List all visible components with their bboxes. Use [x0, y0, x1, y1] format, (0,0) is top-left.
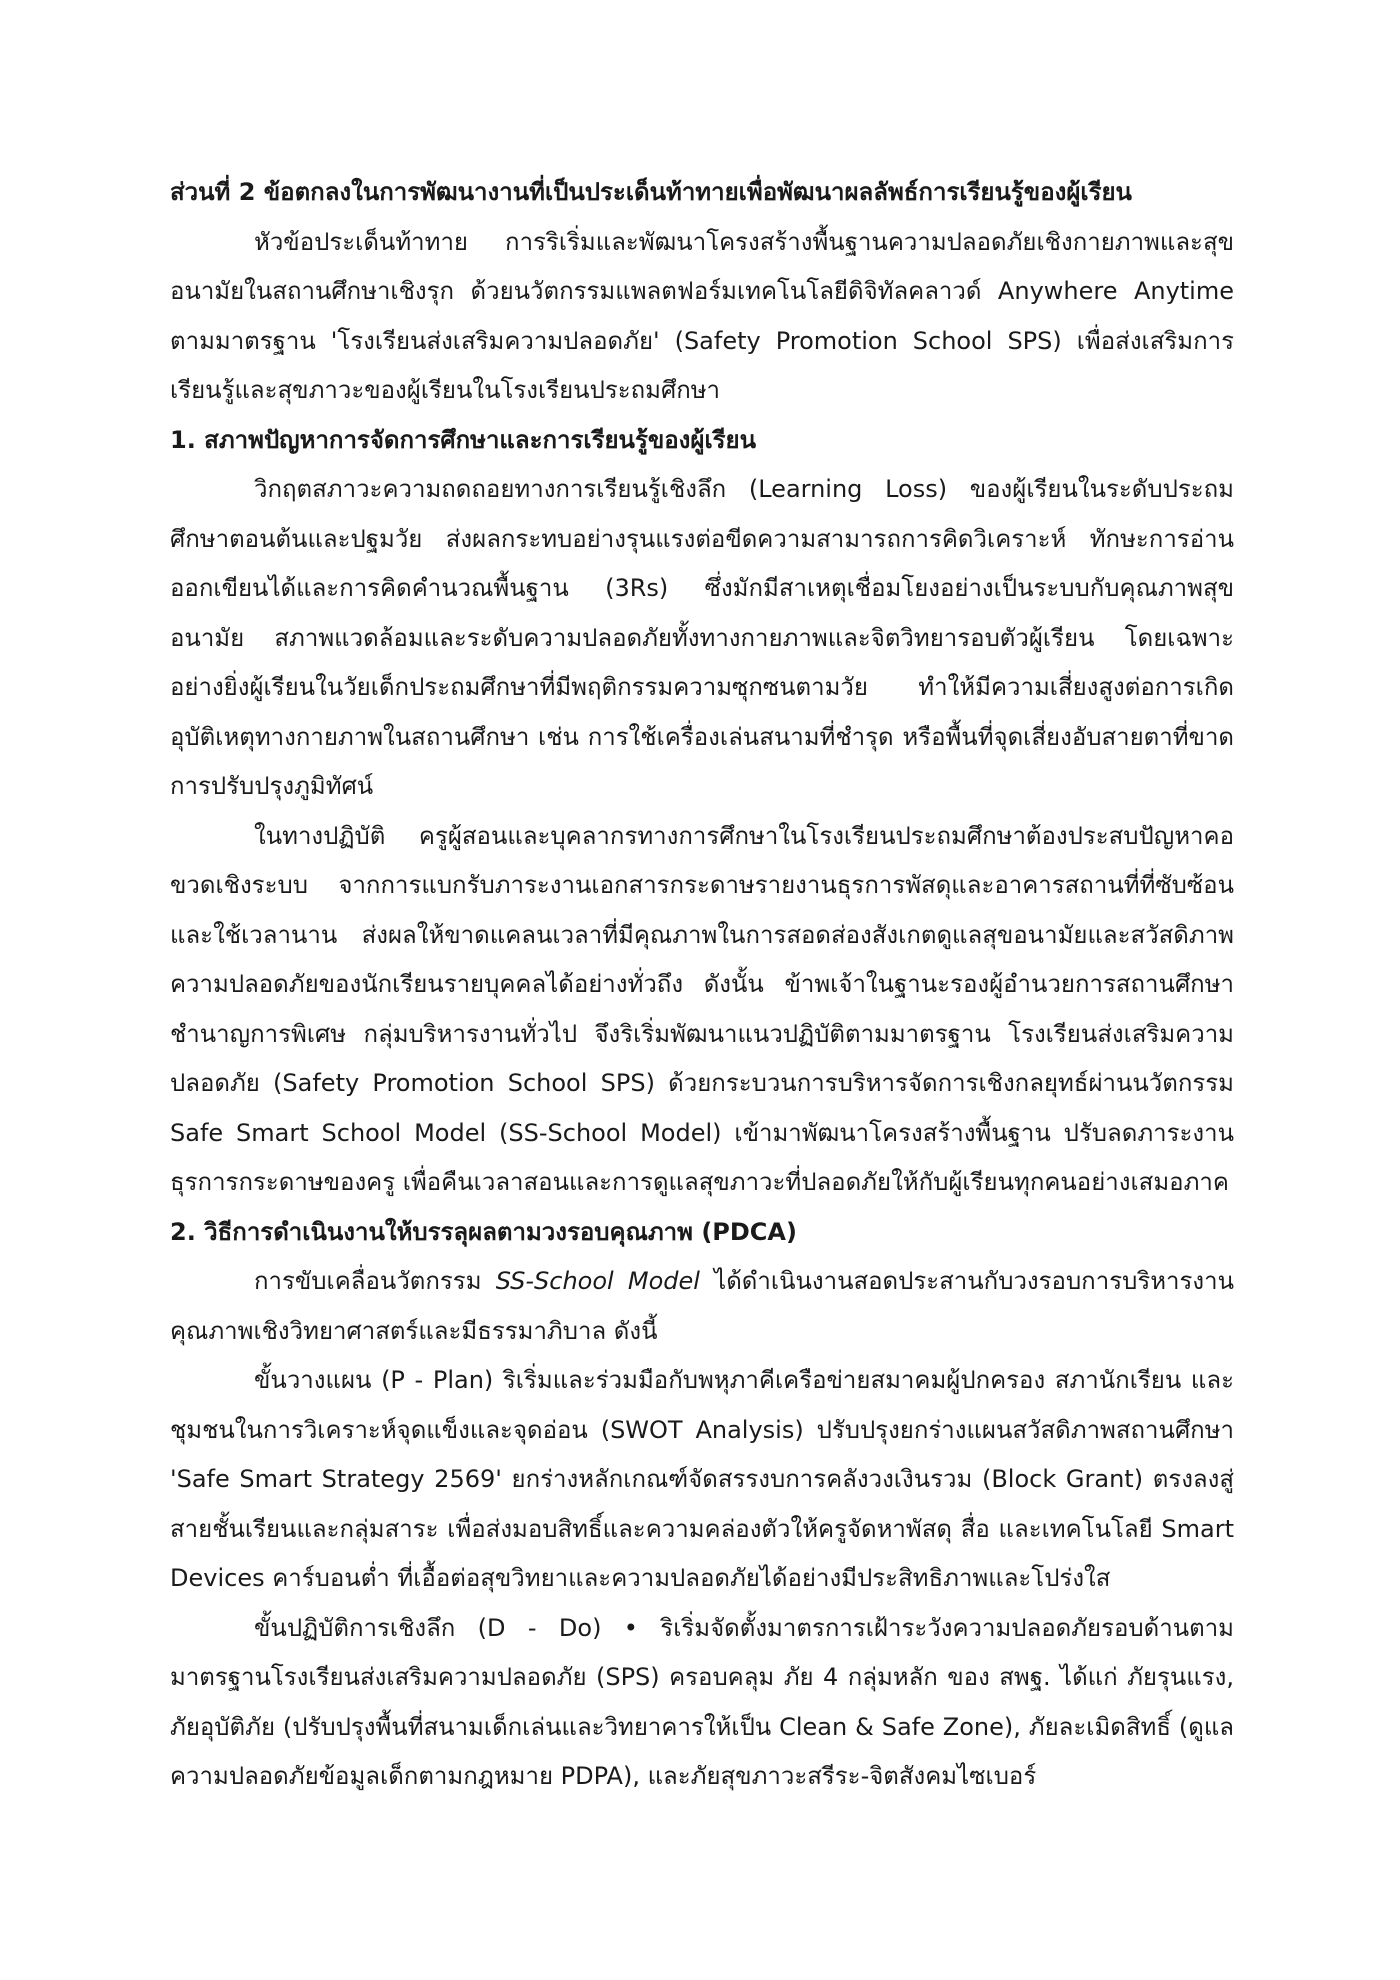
h1-paragraph-2: ในทางปฏิบัติ ครูผู้สอนและบุคลากรทางการศึกษาในโรงเรียนประถมศึกษาต้องประสบปัญหาคอขวดเชิงระบบ จากการแบกรับภาระงานเอกสารกระดาษรายงานธุรการพัสดุและอาคารสถานที่ที่ซับซ้อนและใช้เวลานาน ส่งผลให้ขาดแคลนเวลาที่มีคุณภาพในการสอดส่องสังเกตดูแลสุขอนามัยและสวัสดิภาพความปลอดภัยของนักเรียนรายบุคคลได้อย่างทั่วถึง ดังนั้น ข้าพเจ้าในฐานะรองผู้อำนวยการสถานศึกษาชำนาญการพิเศษ กลุ่มบริหารงานทั่วไป จึงริเริ่มพัฒนาแนวปฏิบัติตามมาตรฐาน โรงเรียนส่งเสริมความปลอดภัย (Safety Promotion School SPS) ด้วยกระบวนการบริหารจัดการเชิงกลยุทธ์ผ่านนวัตกรรม Safe Smart School Model (SS-School Model) เข้ามาพัฒนาโครงสร้างพื้นฐาน ปรับลดภาระงานธุรการกระดาษของครู เพื่อคืนเวลาสอนและการดูแลสุขภาวะที่ปลอดภัยให้กับผู้เรียนทุกคนอย่างเสมอภาค	[170, 821, 1234, 1196]
topic-paragraph: หัวข้อประเด็นท้าทาย การริเริ่มและพัฒนาโครงสร้างพื้นฐานความปลอดภัยเชิงกายภาพและสุขอนามัยในสถานศึกษาเชิงรุก ด้วยนวัตกรรมแพลตฟอร์มเทคโนโลยีดิจิทัลคลาวด์ Anywhere Anytime ตามมาตรฐาน 'โรงเรียนส่งเสริมความปลอดภัย' (Safety Promotion School SPS) เพื่อส่งเสริมการเรียนรู้และสุขภาวะของผู้เรียนในโรงเรียนประถมศึกษา	[170, 227, 1234, 404]
h2-paragraph-1	[170, 1257, 1234, 1356]
section-title: ส่วนที่ 2 ข้อตกลงในการพัฒนางานที่เป็นประเด็นท้าทายเพื่อพัฒนาผลลัพธ์การเรียนรู้ของผู้เรียน	[170, 178, 1132, 206]
heading-1: 1. สภาพปัญหาการจัดการศึกษาและการเรียนรู้ของผู้เรียน	[170, 425, 757, 454]
h2-paragraph-3: ขั้นปฏิบัติการเชิงลึก (D - Do) • ริเริ่มจัดตั้งมาตรการเฝ้าระวังความปลอดภัยรอบด้านตามมาตรฐานโรงเรียนส่งเสริมความปลอดภัย (SPS) ครอบคลุม ภัย 4 กลุ่มหลัก ของ สพฐ. ได้แก่ ภัยรุนแรง, ภัยอุบัติภัย (ปรับปรุงพื้นที่สนามเด็กเล่นและวิทยาคารให้เป็น Clean & Safe Zone), ภัยละเมิดสิทธิ์ (ดูแลความปลอดภัยข้อมูลเด็กตามกฎหมาย PDPA), และภัยสุขภาวะสรีระ-จิตสังคมไซเบอร์	[170, 1613, 1234, 1790]
heading-2: 2. วิธีการดำเนินงานให้บรรลุผลตามวงรอบคุณภาพ (PDCA)	[170, 1217, 797, 1246]
h2-paragraph-2: ขั้นวางแผน (P - Plan) ริเริ่มและร่วมมือกับพหุภาคีเครือข่ายสมาคมผู้ปกครอง สภานักเรียน และชุมชนในการวิเคราะห์จุดแข็งและจุดอ่อน (SWOT Analysis) ปรับปรุงยกร่างแผนสวัสดิภาพสถานศึกษา 'Safe Smart Strategy 2569' ยกร่างหลักเกณฑ์จัดสรรงบการคลังวงเงินรวม (Block Grant) ตรงลงสู่สายชั้นเรียนและกลุ่มสาระ เพื่อส่งมอบสิทธิ์และความคล่องตัวให้ครูจัดหาพัสดุ สื่อ และเทคโนโลยี Smart Devices คาร์บอนต่ำ ที่เอื้อต่อสุขวิทยาและความปลอดภัยได้อย่างมีประสิทธิภาพและโปร่งใส	[170, 1366, 1234, 1592]
h2-paragraph-1-after: ได้ดำเนินงานสอดประสานกับวงรอบการบริหารงานคุณภาพเชิงวิทยาศาสตร์และมีธรรมาภิบาล ดังนี้	[170, 1267, 1234, 1345]
document-body	[170, 168, 1234, 1802]
h1-paragraph-1: วิกฤตสภาวะความถดถอยทางการเรียนรู้เชิงลึก (Learning Loss) ของผู้เรียนในระดับประถมศึกษาตอนต้นและปฐมวัย ส่งผลกระทบอย่างรุนแรงต่อขีดความสามารถการคิดวิเคราะห์ ทักษะการอ่านออกเขียนได้และการคิดคำนวณพื้นฐาน (3Rs) ซึ่งมักมีสาเหตุเชื่อมโยงอย่างเป็นระบบกับคุณภาพสุขอนามัย สภาพแวดล้อมและระดับความปลอดภัยทั้งทางกายภาพและจิตวิทยารอบตัวผู้เรียน โดยเฉพาะอย่างยิ่งผู้เรียนในวัยเด็กประถมศึกษาที่มีพฤติกรรมความซุกซนตามวัย ทำให้มีความเสี่ยงสูงต่อการเกิดอุบัติเหตุทางกายภาพในสถานศึกษา เช่น การใช้เครื่องเล่นสนามที่ชำรุด หรือพื้นที่จุดเสี่ยงอับสายตาที่ขาดการปรับปรุงภูมิทัศน์	[170, 475, 1234, 800]
h2-paragraph-1-before: การขับเคลื่อนวัตกรรม	[254, 1267, 496, 1295]
h2-paragraph-1-italic: SS-School Model	[495, 1267, 700, 1295]
